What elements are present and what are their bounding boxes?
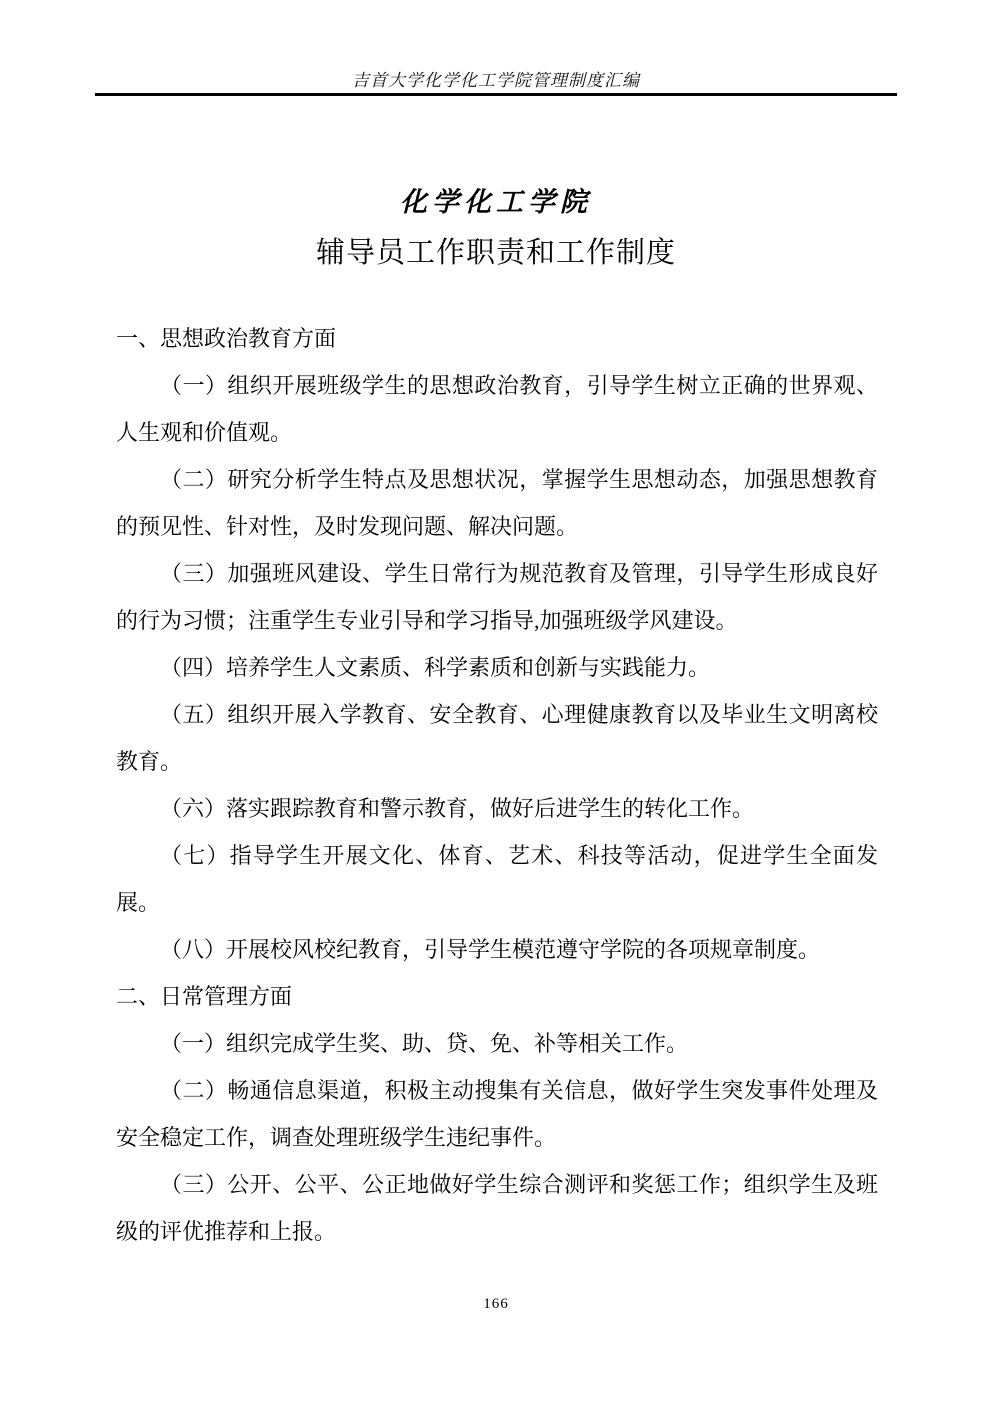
doc-subtitle: 辅导员工作职责和工作制度 [315,237,676,269]
section-1-paragraph-3: （三）加强班风建设、学生日常行为规范教育及管理，引导学生形成良好的行为习惯；注重学生专业引导和学习指导,加强班级学风建设。 [116,561,878,633]
section-2-paragraph-3: （三）公开、公平、公正地做好学生综合测评和奖惩工作；组织学生及班级的评优推荐和上报。 [116,1172,878,1244]
section-1-paragraph-8: （八）开展校风校纪教育，引导学生模范遵守学院的各项规章制度。 [160,937,821,962]
document-body [116,315,878,1255]
section-2-heading: 二、日常管理方面 [116,984,293,1009]
section-1-paragraph-4: （四）培养学生人文素质、科学素质和创新与实践能力。 [160,655,711,680]
section-1-paragraph-7: （七）指导学生开展文化、体育、艺术、科技等活动，促进学生全面发展。 [116,843,878,915]
doc-title: 化学化工学院 [400,187,592,217]
section-1-paragraph-1: （一）组织开展班级学生的思想政治教育，引导学生树立正确的世界观、人生观和价值观。 [116,373,878,445]
page-number: 166 [483,1296,509,1312]
section-1-paragraph-2: （二）研究分析学生特点及思想状况，掌握学生思想动态，加强思想教育的预见性、针对性，及时发现问题、解决问题。 [116,467,878,539]
section-1-paragraph-5: （五）组织开展入学教育、安全教育、心理健康教育以及毕业生文明离校教育。 [116,702,878,774]
section-2-paragraph-1: （一）组织完成学生奖、助、贷、免、补等相关工作。 [160,1031,689,1056]
section-1-heading: 一、思想政治教育方面 [116,326,337,351]
section-2-paragraph-2: （二）畅通信息渠道，积极主动搜集有关信息，做好学生突发事件处理及安全稳定工作，调查处理班级学生违纪事件。 [116,1078,878,1150]
header-rule [95,93,897,96]
running-header: 吉首大学化学化工学院管理制度汇编 [352,71,640,90]
section-1-paragraph-6: （六）落实跟踪教育和警示教育，做好后进学生的转化工作。 [160,796,755,821]
